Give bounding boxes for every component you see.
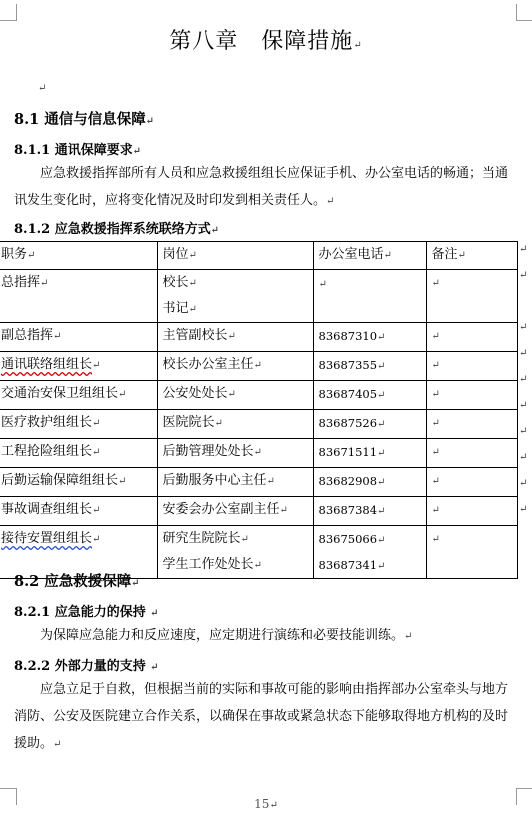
cell-duty: 事故调查组组长↵ [0, 497, 157, 526]
cell-phone: 83687310↵ [313, 323, 426, 352]
cell-phone: 83671511↵ [313, 439, 426, 468]
row-end-mark: ↵ [519, 426, 528, 437]
cell-duty: 后勤运输保障组组长↵ [0, 468, 157, 497]
paragraph-mark: ↵ [38, 83, 47, 94]
row-end-mark: ↵ [519, 244, 528, 255]
cell-duty: 医疗救护组组长↵ [0, 410, 157, 439]
cell-post: 公安处处长↵ [157, 381, 313, 410]
section-heading-8-2-1: 8.2.1 应急能力的保持 ↵ [14, 605, 159, 620]
cell-phone: 83675066↵ 83687341↵ [313, 526, 426, 579]
cell-note: ↵ [426, 497, 517, 526]
cell-note: ↵ [426, 381, 517, 410]
contact-table [0, 241, 518, 579]
section-heading-8-2: 8.2 应急救援保障↵ [14, 573, 140, 590]
cell-post: 校长办公室主任↵ [157, 352, 313, 381]
cell-duty: 通讯联络组组长↵ [0, 352, 157, 381]
cell-note: ↵ [426, 439, 517, 468]
cell-duty: 副总指挥↵ [0, 323, 157, 352]
table-row [0, 497, 517, 526]
row-end-mark: ↵ [519, 504, 528, 515]
table-row [0, 270, 517, 323]
table-row [0, 468, 517, 497]
cell-duty: 工程抢险组组长↵ [0, 439, 157, 468]
table-row [0, 323, 517, 352]
cell-duty: 交通治安保卫组组长↵ [0, 381, 157, 410]
table-header-row [0, 242, 517, 270]
row-end-mark: ↵ [519, 478, 528, 489]
cell-note: ↵ [426, 410, 517, 439]
cell-phone: ↵ [313, 270, 426, 323]
cell-phone: 83687405↵ [313, 381, 426, 410]
page-number: 15↵ [254, 797, 278, 811]
paragraph-capability-maintenance: 为保障应急能力和反应速度，应定期进行演练和必要技能训练。↵ [40, 628, 413, 643]
cell-post: 校长↵ 书记↵ [157, 270, 313, 323]
row-end-mark: ↵ [519, 270, 528, 281]
header-post: 岗位↵ [157, 242, 313, 270]
cell-duty: 接待安置组组长↵ [0, 526, 157, 579]
paragraph-external-support: 应急立足于自救，但根据当前的实际和事故可能的影响由指挥部办公室牵头与地方消防、公安及医院建立合作关系，以确保在事故或紧急状态下能够取得地方机构的及时援助。↵ [14, 682, 509, 751]
cell-phone: 83687526↵ [313, 410, 426, 439]
section-heading-8-1-2: 8.1.2 应急救援指挥系统联络方式↵ [14, 222, 220, 237]
section-heading-8-1: 8.1 通信与信息保障↵ [14, 111, 155, 128]
crop-mark-top-right [516, 4, 532, 21]
row-end-mark: ↵ [519, 322, 528, 333]
cell-phone: 83687355↵ [313, 352, 426, 381]
cell-phone: 83682908↵ [313, 468, 426, 497]
cell-phone: 83687384↵ [313, 497, 426, 526]
cell-post: 安委会办公室副主任↵ [157, 497, 313, 526]
row-end-mark: ↵ [519, 400, 528, 411]
section-heading-8-1-1: 8.1.1 通讯保障要求↵ [14, 143, 142, 158]
table-row [0, 410, 517, 439]
row-end-mark: ↵ [519, 452, 528, 463]
cell-post: 研究生院院长↵ 学生工作处处长↵ [157, 526, 313, 579]
cell-duty: 总指挥↵ [0, 270, 157, 323]
cell-note: ↵ [426, 323, 517, 352]
chapter-title: 第八章 保障措施↵ [169, 29, 363, 54]
cell-note: ↵ [426, 270, 517, 323]
crop-mark-top-left [0, 4, 17, 21]
header-note: 备注↵ [426, 242, 517, 270]
header-phone: 办公室电话↵ [313, 242, 426, 270]
cell-post: 医院院长↵ [157, 410, 313, 439]
table-row [0, 439, 517, 468]
paragraph-communication-requirements: 应急救援指挥部所有人员和应急救援组组长应保证手机、办公室电话的畅通；当通讯发生变化时，应将变化情况及时印发到相关责任人。↵ [14, 166, 509, 208]
section-heading-8-2-2: 8.2.2 外部力量的支持 ↵ [14, 659, 159, 674]
cell-note: ↵ [426, 526, 517, 579]
table-row [0, 352, 517, 381]
cell-post: 后勤管理处处长↵ [157, 439, 313, 468]
cell-note: ↵ [426, 468, 517, 497]
header-duty: 职务↵ [0, 242, 157, 270]
cell-note: ↵ [426, 352, 517, 381]
row-end-mark: ↵ [519, 348, 528, 359]
cell-post: 主管副校长↵ [157, 323, 313, 352]
cell-post: 后勤服务中心主任↵ [157, 468, 313, 497]
table-row [0, 381, 517, 410]
row-end-mark: ↵ [519, 374, 528, 385]
